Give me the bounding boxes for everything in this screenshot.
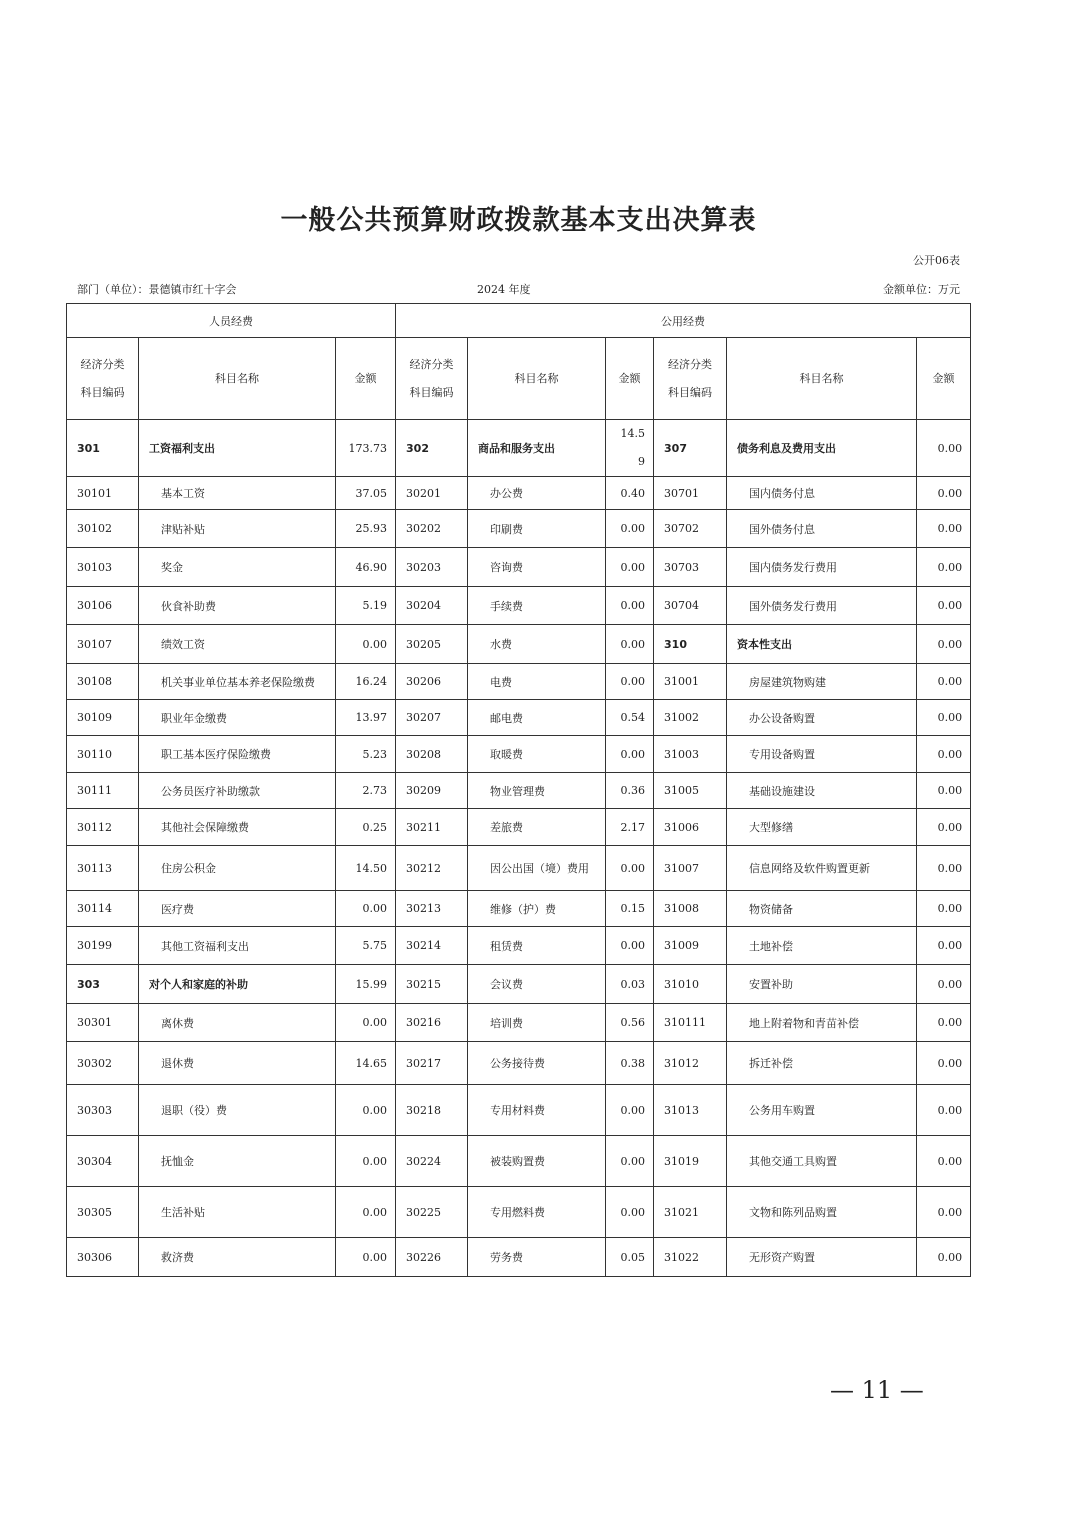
code-cell: 30204	[396, 587, 468, 625]
amount-cell: 5.75	[336, 927, 396, 965]
code-cell: 30214	[396, 927, 468, 965]
name-cell: 奖金	[139, 548, 336, 587]
code-cell: 31021	[654, 1187, 727, 1238]
name-cell: 工资福利支出	[139, 420, 336, 477]
amount-cell: 0.00	[917, 736, 971, 773]
code-cell: 30218	[396, 1085, 468, 1136]
code-header: 经济分类科目编码	[654, 338, 727, 420]
amount-cell: 0.00	[606, 1187, 654, 1238]
name-cell: 职业年金缴费	[139, 700, 336, 736]
name-cell: 专用燃料费	[468, 1187, 606, 1238]
amount-header: 金额	[606, 338, 654, 420]
name-cell: 邮电费	[468, 700, 606, 736]
code-cell: 30203	[396, 548, 468, 587]
code-cell: 31013	[654, 1085, 727, 1136]
name-cell: 救济费	[139, 1238, 336, 1277]
name-cell: 公务用车购置	[727, 1085, 917, 1136]
amount-header: 金额	[336, 338, 396, 420]
amount-cell: 2.17	[606, 809, 654, 846]
amount-cell: 0.36	[606, 773, 654, 809]
name-cell: 基础设施建设	[727, 773, 917, 809]
name-cell: 物资储备	[727, 891, 917, 927]
name-cell: 劳务费	[468, 1238, 606, 1277]
name-cell: 抚恤金	[139, 1136, 336, 1187]
amount-cell: 0.00	[336, 625, 396, 664]
code-cell: 30201	[396, 477, 468, 510]
name-cell: 大型修缮	[727, 809, 917, 846]
table-row	[67, 1085, 971, 1136]
name-cell: 水费	[468, 625, 606, 664]
name-cell: 医疗费	[139, 891, 336, 927]
code-cell: 31003	[654, 736, 727, 773]
amount-cell: 0.56	[606, 1004, 654, 1042]
name-cell: 商品和服务支出	[468, 420, 606, 477]
amount-cell: 0.00	[917, 965, 971, 1004]
amount-cell: 0.00	[917, 809, 971, 846]
table-row	[67, 420, 971, 477]
table-row	[67, 700, 971, 736]
table-row	[67, 1136, 971, 1187]
table-row	[67, 1004, 971, 1042]
amount-cell: 0.00	[917, 1136, 971, 1187]
name-cell: 国内债务付息	[727, 477, 917, 510]
code-cell: 31012	[654, 1042, 727, 1085]
name-cell: 土地补偿	[727, 927, 917, 965]
page-number: — 11 —	[830, 1376, 924, 1404]
amount-cell: 0.00	[606, 548, 654, 587]
name-cell: 绩效工资	[139, 625, 336, 664]
amount-cell: 0.38	[606, 1042, 654, 1085]
code-cell: 30215	[396, 965, 468, 1004]
name-cell: 办公设备购置	[727, 700, 917, 736]
amount-cell: 0.00	[336, 1136, 396, 1187]
expenditure-table	[66, 303, 971, 1277]
amount-header: 金额	[917, 338, 971, 420]
page-title: 一般公共预算财政拨款基本支出决算表	[280, 205, 757, 236]
code-cell: 30213	[396, 891, 468, 927]
name-cell: 咨询费	[468, 548, 606, 587]
name-header: 科目名称	[139, 338, 336, 420]
amount-cell: 0.00	[917, 510, 971, 548]
table-row	[67, 1238, 971, 1277]
amount-cell: 0.00	[917, 846, 971, 891]
code-cell: 31008	[654, 891, 727, 927]
code-cell: 30111	[67, 773, 139, 809]
name-cell: 专用设备购置	[727, 736, 917, 773]
code-cell: 31005	[654, 773, 727, 809]
name-cell: 住房公积金	[139, 846, 336, 891]
name-cell: 办公费	[468, 477, 606, 510]
code-cell: 303	[67, 965, 139, 1004]
name-cell: 国内债务发行费用	[727, 548, 917, 587]
table-row	[67, 736, 971, 773]
amount-cell: 0.00	[606, 625, 654, 664]
code-cell: 31019	[654, 1136, 727, 1187]
amount-cell: 0.00	[606, 664, 654, 700]
name-cell: 基本工资	[139, 477, 336, 510]
code-cell: 30701	[654, 477, 727, 510]
amount-cell: 14.50	[336, 846, 396, 891]
name-cell: 无形资产购置	[727, 1238, 917, 1277]
code-cell: 31007	[654, 846, 727, 891]
code-cell: 31022	[654, 1238, 727, 1277]
amount-cell: 0.00	[917, 548, 971, 587]
name-header: 科目名称	[468, 338, 606, 420]
amount-cell: 0.00	[606, 1136, 654, 1187]
amount-cell: 2.73	[336, 773, 396, 809]
name-cell: 公务接待费	[468, 1042, 606, 1085]
group-header-personnel: 人员经费	[67, 304, 396, 338]
amount-cell: 0.25	[336, 809, 396, 846]
amount-cell: 13.97	[336, 700, 396, 736]
table-number: 公开06表	[913, 254, 960, 267]
code-cell: 30301	[67, 1004, 139, 1042]
name-cell: 国外债务付息	[727, 510, 917, 548]
amount-cell: 0.00	[917, 1238, 971, 1277]
table-row	[67, 773, 971, 809]
name-cell: 其他交通工具购置	[727, 1136, 917, 1187]
code-cell: 307	[654, 420, 727, 477]
department-label: 部门（单位）：景德镇市红十字会	[77, 283, 237, 296]
amount-cell: 0.15	[606, 891, 654, 927]
amount-cell: 15.99	[336, 965, 396, 1004]
code-cell: 31001	[654, 664, 727, 700]
amount-cell: 0.00	[336, 1187, 396, 1238]
name-cell: 专用材料费	[468, 1085, 606, 1136]
amount-cell: 0.40	[606, 477, 654, 510]
amount-cell: 0.00	[917, 773, 971, 809]
code-cell: 30109	[67, 700, 139, 736]
name-cell: 电费	[468, 664, 606, 700]
code-cell: 30704	[654, 587, 727, 625]
code-cell: 30207	[396, 700, 468, 736]
code-cell: 30101	[67, 477, 139, 510]
name-cell: 印刷费	[468, 510, 606, 548]
table-row	[67, 587, 971, 625]
amount-cell: 0.00	[917, 1004, 971, 1042]
group-header-public: 公用经费	[396, 304, 971, 338]
code-cell: 30107	[67, 625, 139, 664]
code-cell: 30208	[396, 736, 468, 773]
amount-cell: 0.00	[917, 625, 971, 664]
amount-cell: 0.00	[917, 700, 971, 736]
name-cell: 因公出国（境）费用	[468, 846, 606, 891]
code-cell: 30703	[654, 548, 727, 587]
name-cell: 信息网络及软件购置更新	[727, 846, 917, 891]
name-cell: 伙食补助费	[139, 587, 336, 625]
amount-cell: 0.00	[606, 1085, 654, 1136]
amount-cell: 5.23	[336, 736, 396, 773]
table-row	[67, 510, 971, 548]
table-row	[67, 477, 971, 510]
name-cell: 退职（役）费	[139, 1085, 336, 1136]
code-cell: 30216	[396, 1004, 468, 1042]
code-cell: 30205	[396, 625, 468, 664]
amount-cell: 0.00	[917, 477, 971, 510]
code-cell: 30206	[396, 664, 468, 700]
code-cell: 31009	[654, 927, 727, 965]
code-cell: 30304	[67, 1136, 139, 1187]
amount-cell: 37.05	[336, 477, 396, 510]
name-cell: 安置补助	[727, 965, 917, 1004]
code-cell: 30103	[67, 548, 139, 587]
name-cell: 文物和陈列品购置	[727, 1187, 917, 1238]
code-cell: 30106	[67, 587, 139, 625]
name-cell: 职工基本医疗保险缴费	[139, 736, 336, 773]
code-cell: 30224	[396, 1136, 468, 1187]
name-cell: 资本性支出	[727, 625, 917, 664]
code-cell: 310	[654, 625, 727, 664]
table-row	[67, 1187, 971, 1238]
code-cell: 30702	[654, 510, 727, 548]
code-cell: 30113	[67, 846, 139, 891]
name-cell: 被装购置费	[468, 1136, 606, 1187]
amount-cell: 25.93	[336, 510, 396, 548]
amount-cell: 0.00	[606, 510, 654, 548]
table-row	[67, 927, 971, 965]
amount-cell: 0.00	[917, 420, 971, 477]
table-row	[67, 965, 971, 1004]
table-row	[67, 809, 971, 846]
name-cell: 拆迁补偿	[727, 1042, 917, 1085]
amount-cell: 14.65	[336, 1042, 396, 1085]
column-header-row	[67, 338, 971, 420]
code-cell: 30209	[396, 773, 468, 809]
name-cell: 津贴补贴	[139, 510, 336, 548]
name-cell: 其他社会保障缴费	[139, 809, 336, 846]
code-cell: 30202	[396, 510, 468, 548]
amount-cell: 173.73	[336, 420, 396, 477]
amount-cell: 0.00	[606, 736, 654, 773]
code-header: 经济分类科目编码	[67, 338, 139, 420]
name-header: 科目名称	[727, 338, 917, 420]
code-cell: 31010	[654, 965, 727, 1004]
code-cell: 30303	[67, 1085, 139, 1136]
name-cell: 国外债务发行费用	[727, 587, 917, 625]
name-cell: 房屋建筑物购建	[727, 664, 917, 700]
table-row	[67, 548, 971, 587]
name-cell: 物业管理费	[468, 773, 606, 809]
name-cell: 生活补贴	[139, 1187, 336, 1238]
amount-cell: 0.00	[336, 1085, 396, 1136]
name-cell: 会议费	[468, 965, 606, 1004]
name-cell: 债务利息及费用支出	[727, 420, 917, 477]
code-cell: 30110	[67, 736, 139, 773]
amount-cell: 0.00	[606, 587, 654, 625]
name-cell: 培训费	[468, 1004, 606, 1042]
amount-cell: 0.00	[336, 1238, 396, 1277]
amount-cell: 0.00	[917, 1085, 971, 1136]
unit-label: 金额单位：万元	[883, 283, 960, 296]
code-cell: 30114	[67, 891, 139, 927]
amount-cell: 46.90	[336, 548, 396, 587]
name-cell: 退休费	[139, 1042, 336, 1085]
name-cell: 取暖费	[468, 736, 606, 773]
name-cell: 差旅费	[468, 809, 606, 846]
amount-cell: 0.00	[917, 1042, 971, 1085]
table-row	[67, 846, 971, 891]
code-cell: 30217	[396, 1042, 468, 1085]
code-cell: 30108	[67, 664, 139, 700]
code-cell: 30302	[67, 1042, 139, 1085]
table-row	[67, 664, 971, 700]
name-cell: 其他工资福利支出	[139, 927, 336, 965]
name-cell: 离休费	[139, 1004, 336, 1042]
year-label: 2024 年度	[477, 283, 531, 296]
code-cell: 30306	[67, 1238, 139, 1277]
code-cell: 30199	[67, 927, 139, 965]
code-cell: 31002	[654, 700, 727, 736]
table-row	[67, 625, 971, 664]
amount-cell: 0.00	[917, 891, 971, 927]
code-cell: 31006	[654, 809, 727, 846]
code-cell: 310111	[654, 1004, 727, 1042]
code-cell: 30102	[67, 510, 139, 548]
table-row	[67, 1042, 971, 1085]
code-header: 经济分类科目编码	[396, 338, 468, 420]
code-cell: 30225	[396, 1187, 468, 1238]
name-cell: 地上附着物和青苗补偿	[727, 1004, 917, 1042]
amount-cell: 16.24	[336, 664, 396, 700]
name-cell: 租赁费	[468, 927, 606, 965]
name-cell: 机关事业单位基本养老保险缴费	[139, 664, 336, 700]
amount-cell: 0.00	[606, 927, 654, 965]
code-cell: 30226	[396, 1238, 468, 1277]
amount-cell: 0.00	[336, 1004, 396, 1042]
amount-cell: 0.00	[917, 1187, 971, 1238]
amount-cell: 0.00	[917, 927, 971, 965]
name-cell: 公务员医疗补助缴款	[139, 773, 336, 809]
name-cell: 手续费	[468, 587, 606, 625]
table-row	[67, 891, 971, 927]
amount-cell: 14.59	[606, 420, 654, 477]
code-cell: 302	[396, 420, 468, 477]
amount-cell: 0.00	[917, 587, 971, 625]
name-cell: 维修（护）费	[468, 891, 606, 927]
amount-cell: 0.05	[606, 1238, 654, 1277]
code-cell: 30211	[396, 809, 468, 846]
amount-cell: 5.19	[336, 587, 396, 625]
code-cell: 301	[67, 420, 139, 477]
code-cell: 30112	[67, 809, 139, 846]
code-cell: 30212	[396, 846, 468, 891]
amount-cell: 0.54	[606, 700, 654, 736]
amount-cell: 0.00	[606, 846, 654, 891]
group-header-row	[67, 304, 971, 338]
name-cell: 对个人和家庭的补助	[139, 965, 336, 1004]
amount-cell: 0.00	[917, 664, 971, 700]
code-cell: 30305	[67, 1187, 139, 1238]
amount-cell: 0.00	[336, 891, 396, 927]
amount-cell: 0.03	[606, 965, 654, 1004]
